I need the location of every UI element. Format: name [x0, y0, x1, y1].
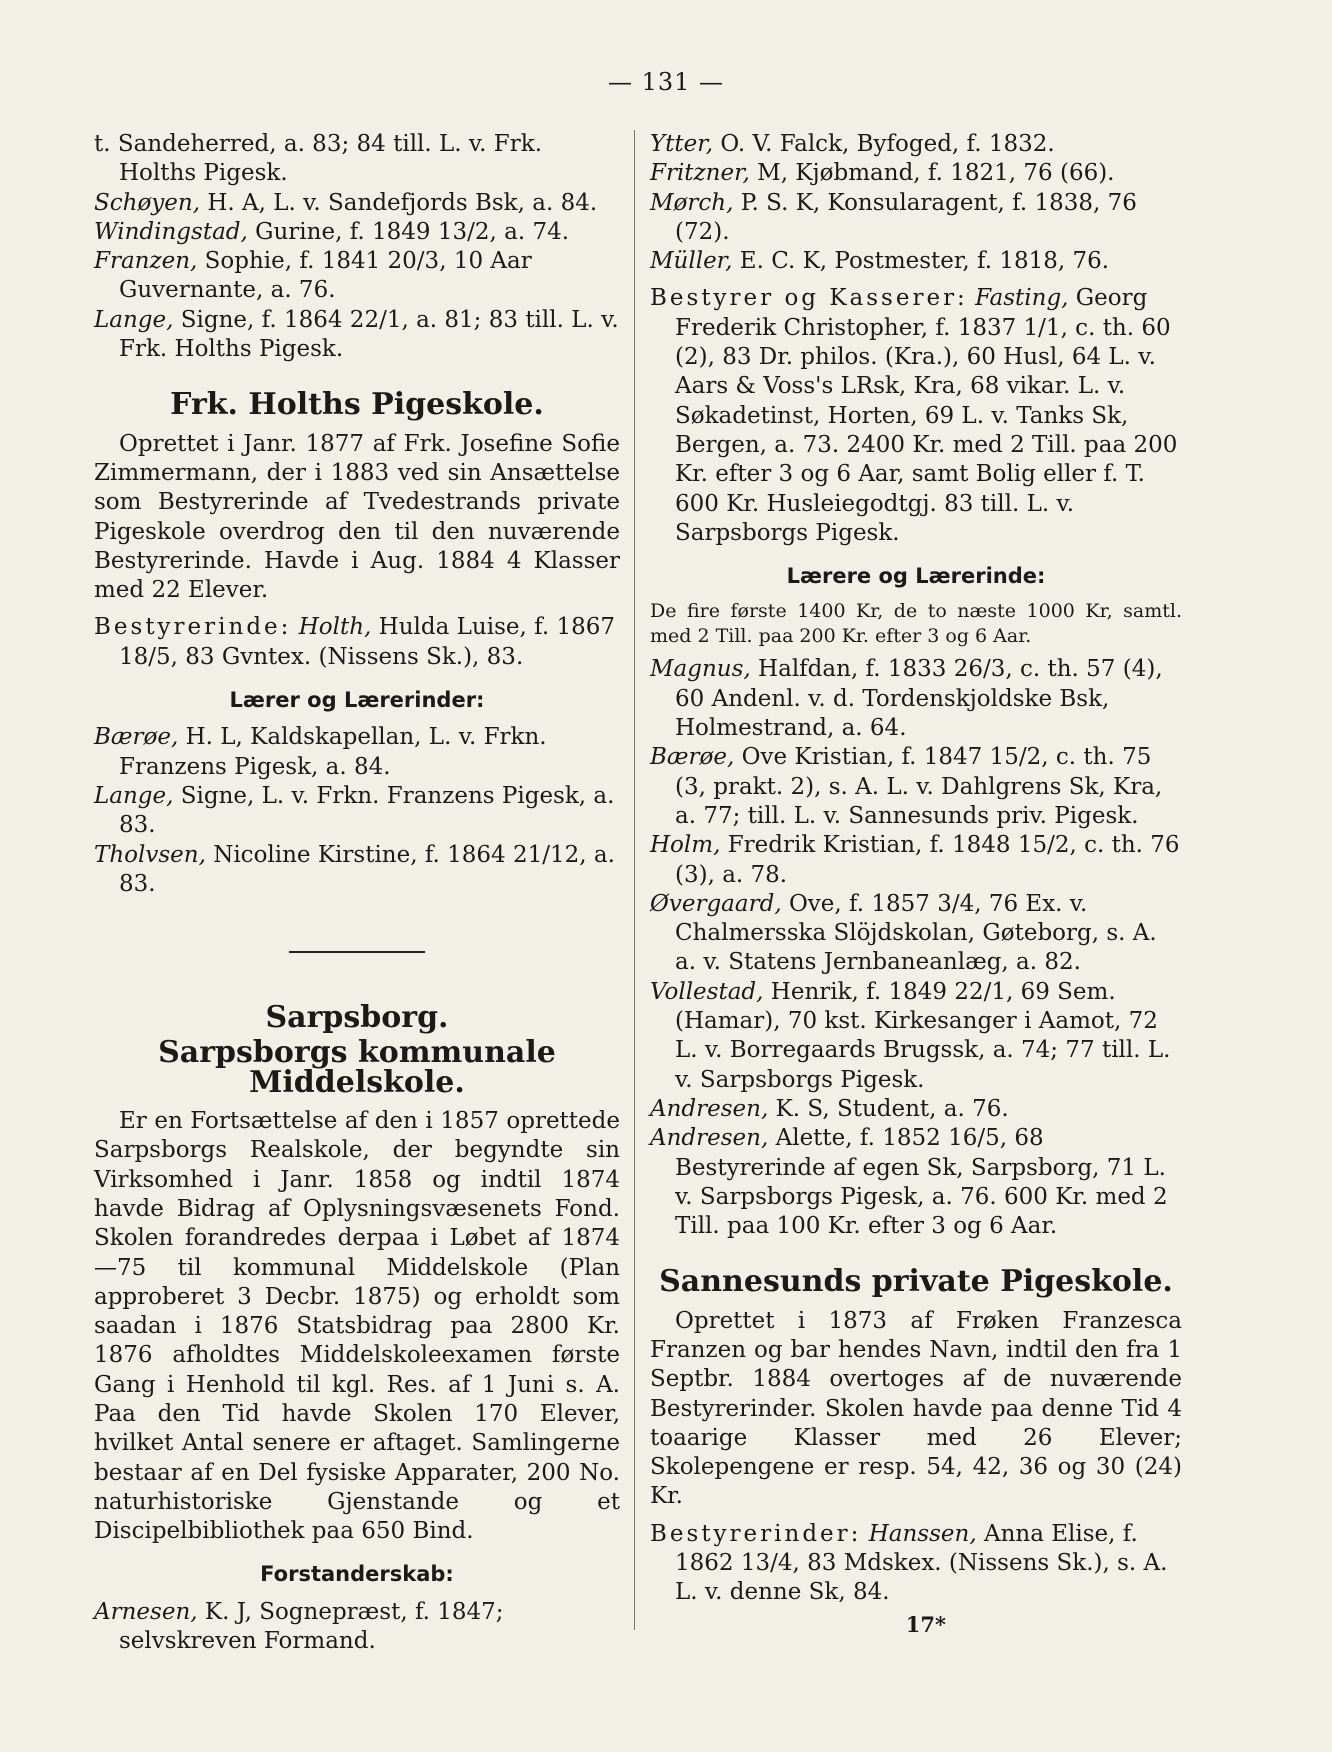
entry-text: Georg Frederik Christopher, f. 1837 1/1, c. th. 60 (2), 83 Dr. philos. (Kra.), 60 Husl, 64 L. v. Aars & Voss's LRsk, Kra, 68 vikar. L. v. Søkadetinst, Horten, 69 L. v. Tanks Sk, Bergen, a. 73. 2400 Kr. med 2 Till. paa 200 Kr. efter 3 og 6 Aar, samt Bolig eller f. T. 600 Kr. Husleiegodtgj. 83 till. L. v. Sarpsborgs Pigesk.	[675, 285, 1178, 546]
entry	[650, 978, 1182, 1095]
entry-text: Halfdan, f. 1833 26/3, c. th. 57 (4), 60 Andenl. v. d. Tordenskjoldske Bsk, Holmestrand, a. 64.	[675, 656, 1163, 742]
section-title-middelskole: Sarpsborgs kommunale Middelskole.	[158, 1035, 556, 1100]
entry-text: K. S, Student, a. 76.	[768, 1095, 1009, 1122]
section-title-holth: Frk. Holths Pigeskole.	[170, 387, 544, 423]
entry-text: E. C. K, Postmester, f. 1818, 76.	[732, 248, 1110, 275]
entry	[650, 247, 1182, 276]
entry	[650, 831, 1182, 890]
entry-name: Andresen,	[650, 1095, 769, 1122]
entry-name: Franzen,	[94, 248, 198, 275]
entry-name: Windingstad,	[94, 218, 248, 245]
entry-text: Signe, L. v. Frkn. Franzens Pigesk, a. 83.	[119, 782, 615, 839]
entry-name: Ytter,	[650, 131, 714, 157]
entry	[94, 306, 620, 365]
entry-text: H. A, L. v. Sandefjords Bsk, a. 84.	[200, 189, 598, 216]
entry	[650, 1095, 1182, 1124]
entry-name: Lange,	[94, 306, 174, 333]
entry-name: Fasting,	[975, 285, 1069, 312]
entry-text: Sophie, f. 1841 20/3, 10 Aar Guvernante, a. 76.	[119, 248, 532, 304]
entry-name: Bærøe,	[650, 744, 735, 771]
entry-text: P. S. K, Konsularagent, f. 1838, 76 (72).	[675, 189, 1137, 245]
entry-text: O. V. Falck, Byfoged, f. 1832.	[713, 131, 1055, 157]
continued-entry: t. Sandeherred, a. 83; 84 till. L. v. Frk. Holths Pigesk.	[94, 131, 543, 187]
entry-text: Ove Kristian, f. 1847 15/2, c. th. 75 (3, prakt. 2), s. A. L. v. Dahlgrens Sk, Kra, a. 77; till. L. v. Sannesunds priv. Pigesk.	[675, 744, 1163, 829]
entry	[94, 218, 620, 247]
entry-name: Bærøe,	[94, 724, 179, 751]
entry-name: Andresen,	[650, 1125, 769, 1152]
entry-name: Mørch,	[650, 189, 734, 216]
holth-description: Oprettet i Janr. 1877 af Frk. Josefine Sofie Zimmermann, der i 1883 ved sin Ansættelse som Bestyrerinde af Tvedestrands private Pigeskole overdrog den til den nuværende Bestyrerinde. Havde i Aug. 1884 4 Klasser med 22 Elever.	[94, 430, 620, 604]
role-label: Bestyrerinder:	[650, 1520, 862, 1547]
holth-head	[94, 613, 620, 672]
entry	[650, 890, 1182, 978]
entry-name: Magnus,	[650, 656, 751, 683]
entry-name: Schøyen,	[94, 189, 201, 216]
sannesund-heads	[650, 1520, 1182, 1608]
entry-text: Fredrik Kristian, f. 1848 15/2, c. th. 76 (3), a. 78.	[675, 832, 1180, 888]
entry-name: Müller,	[650, 248, 733, 275]
entry-name: Fritzner,	[650, 160, 750, 187]
signature-mark: 17*	[905, 1611, 946, 1637]
entry	[650, 1124, 1182, 1241]
entry	[94, 1598, 620, 1657]
entry-text: H. L, Kaldskapellan, L. v. Frkn. Franzens Pigesk, a. 84.	[119, 724, 547, 780]
board-title: Forstanderskab:	[260, 1562, 454, 1587]
entry	[650, 189, 1182, 248]
entry-name: Holth,	[298, 614, 372, 641]
entry-text: Gurine, f. 1849 13/2, a. 74.	[247, 218, 570, 245]
entry-name: Vollestad,	[650, 978, 764, 1005]
entry-text: K. J, Sognepræst, f. 1847; selvskreven Formand.	[119, 1598, 504, 1655]
entry-name: Holm,	[650, 832, 721, 859]
left-column	[94, 130, 620, 1656]
entry	[650, 655, 1182, 743]
entry-text: Henrik, f. 1849 22/1, 69 Sem. (Hamar), 70 kst. Kirkesanger i Aamot, 72 L. v. Borregaards Brugssk, a. 74; 77 till. L. v. Sarpsborgs Pigesk.	[675, 978, 1171, 1093]
salary-note: De fire første 1400 Kr, de to næste 1000 Kr, samtl. med 2 Till. paa 200 Kr. efter 3 og 6 Aar.	[650, 600, 1182, 648]
entry-text: Alette, f. 1852 16/5, 68 Bestyrerinde af egen Sk, Sarpsborg, 71 L. v. Sarpsborgs Pigesk, a. 76. 600 Kr. med 2 Till. paa 100 Kr. efter 3 og 6 Aar.	[675, 1125, 1168, 1240]
section-title-sannesund: Sannesunds private Pigeskole.	[659, 1264, 1173, 1300]
entry	[94, 723, 620, 782]
role-label: Bestyrerinde:	[94, 614, 292, 641]
entry-text: Signe, f. 1864 22/1, a. 81; 83 till. L. v. Frk. Holths Pigesk.	[119, 306, 619, 363]
entry	[94, 841, 620, 900]
entry-text: Hulda Luise, f. 1867 18/5, 83 Gvntex. (Nissens Sk.), 83.	[119, 614, 615, 670]
page-number: — 131 —	[607, 68, 725, 96]
role-label: Bestyrer og Kasserer:	[650, 285, 968, 312]
entry	[650, 743, 1182, 831]
teachers-title: Lærere og Lærerinde:	[786, 564, 1046, 589]
right-column	[650, 130, 1182, 1639]
section-rule	[289, 951, 425, 953]
entry-text: Ove, f. 1857 3/4, 76 Ex. v. Chalmersska Slöjdskolan, Gøteborg, s. A. a. v. Statens Jernbaneanlæg, a. 82.	[675, 890, 1157, 976]
entry	[94, 782, 620, 841]
entry-name: Tholvsen,	[94, 841, 206, 868]
column-divider	[634, 130, 635, 1630]
middelskole-description: Er en Fortsættelse af den i 1857 oprettede Sarpsborgs Realskole, der begyndte sin Virksomhed i Janr. 1858 og indtil 1874 havde Bidrag af Oplysningsvæsenets Fond. Skolen forandredes derpaa i Løbet af 1874 —75 til kommunal Middelskole (Plan approberet 3 Decbr. 1875) og erholdt som saadan i 1876 Statsbidrag paa 2800 Kr. 1876 afholdtes Middelskoleexamen første Gang i Henhold til kgl. Res. af 1 Juni s. A. Paa den Tid havde Skolen 170 Elever, hvilket Antal senere er aftaget. Samlingerne bestaar af en Del fysiske Apparater, 200 No. naturhistoriske Gjenstande og et Discipelbibliothek paa 650 Bind.	[94, 1108, 620, 1545]
entry-text: Anna Elise, f. 1862 13/4, 83 Mdskex. (Nissens Sk.), s. A. L. v. denne Sk, 84.	[675, 1520, 1168, 1606]
entry	[650, 130, 1182, 159]
city-title: Sarpsborg.	[265, 1000, 449, 1036]
holth-teachers-title: Lærer og Lærerinder:	[229, 688, 485, 713]
entry	[650, 159, 1182, 188]
entry	[94, 247, 620, 306]
entry-name: Arnesen,	[94, 1598, 198, 1625]
entry	[94, 189, 620, 218]
middelskole-head	[650, 284, 1182, 548]
sannesund-description: Oprettet i 1873 af Frøken Franzesca Franzen og bar hendes Navn, indtil den fra 1 Septbr. 1884 overtoges af de nuværende Bestyrerinder. Skolen havde paa denne Tid 4 toaarige Klasser med 26 Elever; Skolepengene er resp. 54, 42, 36 og 30 (24) Kr.	[650, 1307, 1182, 1510]
entry-name: Hanssen,	[868, 1520, 977, 1547]
entry-name: Øvergaard,	[650, 890, 782, 917]
entry-text: M, Kjøbmand, f. 1821, 76 (66).	[749, 160, 1115, 187]
entry-name: Lange,	[94, 782, 174, 809]
entry-text: Nicoline Kirstine, f. 1864 21/12, a. 83.	[119, 841, 615, 897]
